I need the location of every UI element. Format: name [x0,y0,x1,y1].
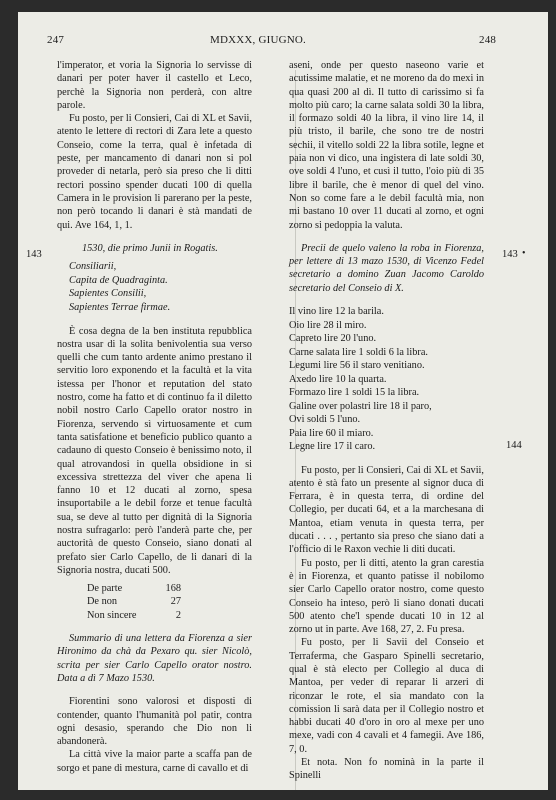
vote-count: 2 [175,609,181,621]
paragraph: È cosa degna de la ben instituta repubblica nostra usar di la solita benivolentia sua verso quelli che cum tanto ardente animo prestano il servitio loro exponendo et la facultà et la vita istessa per l'honor et reputation del stato nostro, come ha fatto et di continuo fa il diletto nobil nostro Carlo Capello orator nostro in Fiorenza, servendo sì virtuosamente et cum tanta satisfatione et beneficio publico quanto a cadauno di questo Conseio è benissimo noto, il qual atrovandosi in quella obsidione in si excessiva strettezza del viver che apena li fanno 10 et 12 ducati al zorno, spesa insuportabile a le debil forze et tenue facultà sua, se deve al tutto per dignità di la Signoria nostra sufragarlo: però l'anderà parte che, per auctorità de questo Conseio, siano donati al prefato sier Carlo Capello, de li danari di la Signoria nostra, ducati 500. [57,325,252,576]
margin-number-left: 143 [26,249,42,260]
list-item: Il vino lire 12 la barila. [289,306,384,318]
vote-count: 168 [165,583,181,595]
section-heading: 1530, die primo Junii in Rogatis. [82,242,218,254]
vote-table [87,582,252,622]
paragraph: Fu posto, per li Savii del Conseio et Terraferma, che Gasparo Spinelli secretario, qual è stà electo per Collegio al duca di Mantoa, per veder di reparar li arzeri di riconzar le rote, el sia mandato con la comission li sarà data per il Collegio nostro et habbi ducati 40 d'oro in oro al mexe per uno mexe, vadi con 4 cavali et 4 famegii. Ave 186, 7, 0. [289,637,484,755]
paragraph: Fu posto, per li Consieri, Cai di XL et Savii, atento è stà fato un presente al signor duca di Ferrara, è in questa terra, di ordine del Collegio, per ducati 64, et a la marchesana di Mantoa, etiam venuta in questa terra, per ducati . . . , pertanto sia preso che siano dati a l'officio di le Raxon vechie li diti ducati. [289,464,484,556]
margin-number-right-b: 144 [506,440,522,451]
list-item: Axedo lire 10 la quarta. [289,373,387,385]
signatory: Sapientes Terrae firmae. [69,301,171,313]
list-item: Carne salata lire 1 soldi 6 la libra. [289,346,428,358]
left-page-number: 247 [47,34,65,46]
vote-label: De parte [87,583,123,595]
price-list-title: Precii de quelo valeno la roba in Fiorenza, per lettere di 13 mazo 1530, di Vicenzo Fedel secretario a domino Zuan Jacomo Caroldo secretario del Conseio di X. [289,242,484,294]
paragraph: Et nota. Non fo nominà in la parte il Spinelli [289,757,484,782]
vote-count: 27 [170,596,181,608]
letter-summary: Summario di una lettera da Fiorenza a sier Hironimo da chà da Pexaro qu. sier Nicolò, scrita per sier Carlo Capello orator nostro. Data a dì 7 Mazo 1530. [57,633,252,684]
list-item: Oio lire 28 il miro. [289,319,367,331]
list-item: Legne lire 17 il caro. [289,441,376,453]
paragraph: Fu posto, per li ditti, atento la gran carestia è in Fiorenza, et quanto patisse il nobilomo sier Carlo Capello orator nostro, come questo Conseio ha inteso, però li siano donati ducati 500 atento che'l spende ducati 10 in 12 al zorno ut in parte. Ave 168, 27, 2. Fu presa. [289,557,484,636]
right-column [289,59,484,783]
paragraph: Fiorentini sono valorosi et disposti di contender, quanto l'humanità pol patir, contra ogni desasio, sperando che Dio non li abandonerà. [57,696,252,748]
signatories [57,260,252,314]
list-item: Galine over polastri lire 18 il paro, [289,400,432,412]
paragraph: aseni, onde per questo naseono varie et acutissime malatie, et ne moreno da do mexi in qua quasi 200 al dì. Il tutto di carissimo si fa molto più caro; la carne salata soldi 30 la libra, il formazo soldi 40 la libra, il vino lire 14, il più tristo, il barile, che sono tre de nostri sechii, il vitello soldi 22 la libra sotile, legne et paia non vi dico, una ingistera di late soldi 30, ove soldi 4 l'uno, et cusì il tutto, l'oio più di 35 libre il barile, che è menor di quel del vino. Non so come fare a le debil facultà mia, non mi bastano 10 over 11 ducati al zorno, et ogni zorno si pedoppia la valuta. [289,60,484,231]
paragraph: Fu posto, per li Consieri, Cai di XL et Savii, atento le lettere di rectori di Zara lete a questo Conseio, come la terra, qual è infetada di peste, per mancamento di danari non si pol proveder di netarla, però sia preso che li ditti rectori possino spender ducati 100 di quella Camera in le provision li parerano per la peste, non però tocando li danari è stà mandati de qui. Ave 164, 1, 1. [57,113,252,231]
list-item: Legumi lire 56 il staro venitiano. [289,360,425,372]
list-item: Paia lire 60 il miaro. [289,427,374,439]
paragraph: l'imperator, et voria la Signoria lo servisse di danari per poter haver il castello et Leco, perchè la Signoria non perderà, con altre parole. [57,60,252,111]
margin-number-right-a: 143 [502,249,518,260]
signatory: Capita de Quadraginta. [69,274,168,286]
signatory: Consiliarii, [69,261,117,273]
vote-label: Non sincere [87,609,137,621]
signatory: Sapientes Consilii, [69,288,147,300]
right-page-number: 248 [479,34,497,46]
list-item: Capreto lire 20 l'uno. [289,333,377,345]
vote-label: De non [87,596,118,608]
left-column [57,59,252,775]
list-item: Formazo lire 1 soldi 15 la libra. [289,387,420,399]
price-list [289,305,484,454]
list-item: Ovi soldi 5 l'uno. [289,414,361,426]
paragraph: La città vive la maior parte a scaffa pan de sorgo et pane di mestura, carne di cavallo et di [57,749,252,774]
running-title: MDXXX, GIUGNO. [210,34,306,46]
margin-dot: • [522,248,526,259]
